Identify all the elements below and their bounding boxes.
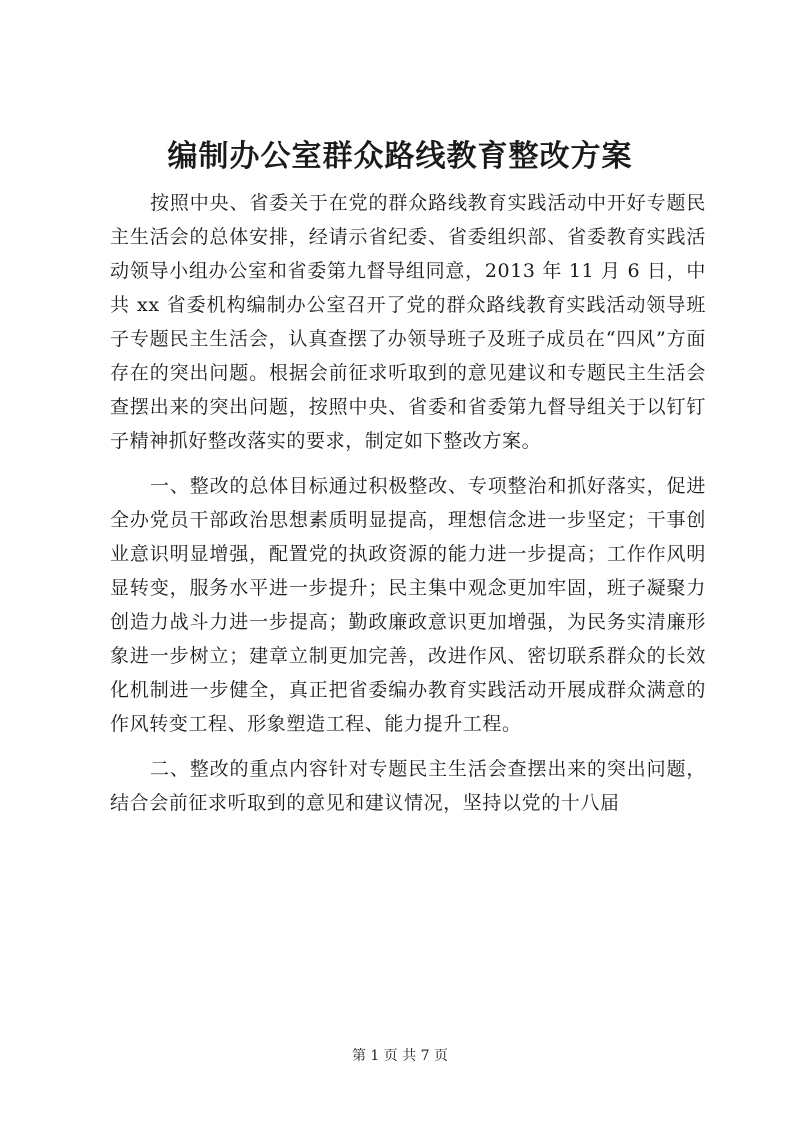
page-number-footer: 第 1 页 共 7 页 <box>351 1048 449 1064</box>
document-title: 编制办公室群众路线教育整改方案 <box>167 139 633 174</box>
paragraph-intro: 按照中央、省委关于在党的群众路线教育实践活动中开好专题民主生活会的总体安排，经请示省纪委、省委组织部、省委教育实践活动领导小组办公室和省委第九督导组同意，2013 年 11 月 6 日，中共 xx 省委机构编制办公室召开了党的群众路线教育实践活动领导班子专题民主生活会，认真查摆了办领导班子及班子成员在“四风”方面存在的突出问题。根据会前征求听取到的意见建议和专题民主生活会查摆出来的突出问题，按照中央、省委和省委第九督导组关于以钉钉子精神抓好整改落实的要求，制定如下整改方案。 <box>110 192 706 452</box>
paragraph-section-1: 一、整改的总体目标通过积极整改、专项整治和抓好落实，促进全办党员干部政治思想素质明显提高，理想信念进一步坚定；干事创业意识明显增强，配置党的执政资源的能力进一步提高；工作作风明显转变，服务水平进一步提升；民主集中观念更加牢固，班子凝聚力创造力战斗力进一步提高；勤政廉政意识更加增强，为民务实清廉形象进一步树立；建章立制更加完善，改进作风、密切联系群众的长效化机制进一步健全，真正把省委编办教育实践活动开展成群众满意的作风转变工程、形象塑造工程、能力提升工程。 <box>110 475 706 735</box>
document-body <box>110 186 706 820</box>
paragraph-section-2: 二、整改的重点内容针对专题民主生活会查摆出来的突出问题，结合会前征求听取到的意见和建议情况，坚持以党的十八届 <box>110 758 706 814</box>
